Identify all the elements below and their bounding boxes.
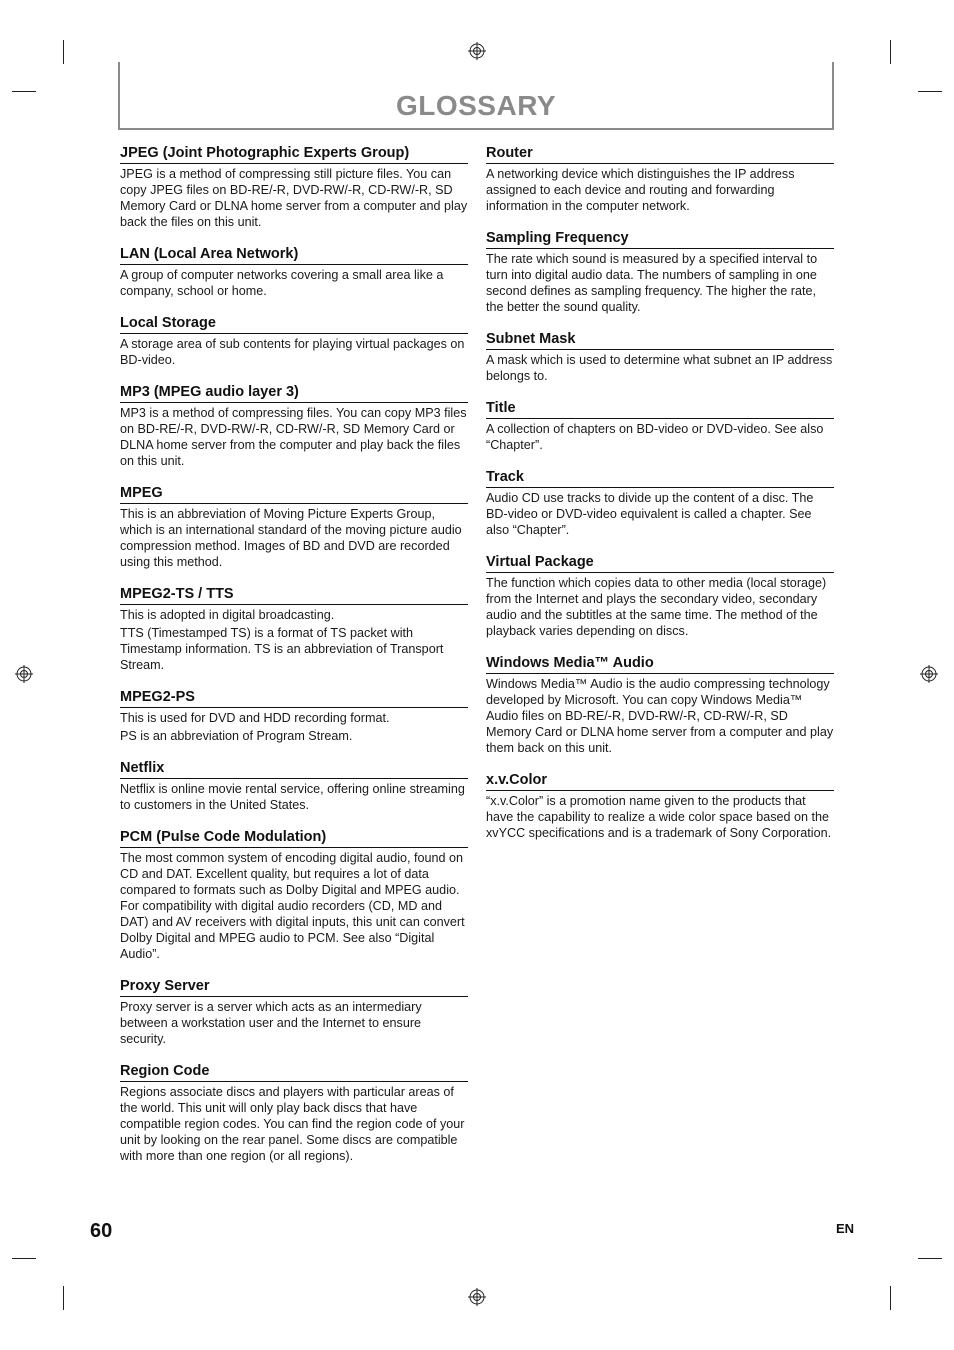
glossary-term: Sampling Frequency [486, 230, 834, 249]
glossary-entry [486, 331, 834, 384]
glossary-definition [486, 575, 834, 639]
definition-paragraph: Proxy server is a server which acts as an intermediary between a workstation user and the Internet to ensure security. [120, 1000, 422, 1046]
crop-mark [918, 91, 942, 92]
glossary-definition [486, 676, 834, 756]
definition-paragraph: Audio CD use tracks to divide up the content of a disc. The BD-video or DVD-video equivalent is called a chapter. See also “Chapter”. [486, 491, 814, 537]
crop-mark [12, 91, 36, 92]
registration-mark-icon [15, 665, 33, 683]
definition-paragraph: PS is an abbreviation of Program Stream. [120, 729, 353, 743]
glossary-entry [120, 485, 468, 570]
glossary-definition [486, 793, 834, 841]
glossary-entry [120, 829, 468, 962]
glossary-entry [486, 145, 834, 214]
definition-paragraph: MP3 is a method of compressing files. You can copy MP3 files on BD-RE/-R, DVD-RW/-R, CD-RW/-R, SD Memory Card or DLNA home server from the computer and play back the files on this unit. [120, 406, 467, 468]
definition-paragraph: “x.v.Color” is a promotion name given to the products that have the capability to realize a wide color space based on the xvYCC specifications and is a trademark of Sony Corporation. [486, 794, 832, 840]
definition-paragraph: The function which copies data to other media (local storage) from the Internet and plays the secondary video, secondary audio and the subtitles at the same time. The method of the playback varies depending on discs. [486, 576, 827, 638]
definition-paragraph: Netflix is online movie rental service, offering online streaming to customers in the United States. [120, 782, 465, 812]
definition-paragraph: A storage area of sub contents for playing virtual packages on BD-video. [120, 337, 465, 367]
glossary-definition [486, 166, 834, 214]
crop-mark [63, 1286, 64, 1310]
glossary-entry [120, 760, 468, 813]
glossary-term: MPEG2-PS [120, 689, 468, 708]
glossary-term: x.v.Color [486, 772, 834, 791]
definition-paragraph: A mask which is used to determine what subnet an IP address belongs to. [486, 353, 833, 383]
glossary-entry [120, 978, 468, 1047]
glossary-entry [120, 315, 468, 368]
glossary-definition [486, 490, 834, 538]
glossary-term: MPEG [120, 485, 468, 504]
glossary-definition [120, 405, 468, 469]
glossary-definition [120, 999, 468, 1047]
glossary-definition [120, 166, 468, 230]
glossary-term: MP3 (MPEG audio layer 3) [120, 384, 468, 403]
glossary-entry [120, 586, 468, 673]
crop-mark [63, 40, 64, 64]
page-number: 60 [90, 1220, 113, 1242]
glossary-right-column [486, 145, 834, 857]
definition-paragraph: A group of computer networks covering a small area like a company, school or home. [120, 268, 444, 298]
glossary-term: Track [486, 469, 834, 488]
glossary-term: Region Code [120, 1063, 468, 1082]
glossary-term: Local Storage [120, 315, 468, 334]
definition-paragraph: Windows Media™ Audio is the audio compressing technology developed by Microsoft. You can copy Windows Media™ Audio files on BD-RE/-R, DVD-RW/-R, CD-RW/-R, SD Memory Card or DLNA home server from a computer and play them back on this unit. [486, 677, 834, 755]
glossary-entry [486, 772, 834, 841]
glossary-entry [486, 400, 834, 453]
glossary-definition [120, 850, 468, 962]
glossary-definition [120, 336, 468, 368]
definition-paragraph: A collection of chapters on BD-video or DVD-video. See also “Chapter”. [486, 422, 824, 452]
glossary-term: MPEG2-TS / TTS [120, 586, 468, 605]
glossary-term: Subnet Mask [486, 331, 834, 350]
title-frame [118, 62, 834, 130]
glossary-definition [486, 421, 834, 453]
definition-paragraph: This is used for DVD and HDD recording format. [120, 711, 390, 725]
glossary-term: JPEG (Joint Photographic Experts Group) [120, 145, 468, 164]
glossary-term: Title [486, 400, 834, 419]
glossary-term: PCM (Pulse Code Modulation) [120, 829, 468, 848]
glossary-definition [120, 710, 468, 744]
definition-paragraph: JPEG is a method of compressing still picture files. You can copy JPEG files on BD-RE/-R, DVD-RW/-R, CD-RW/-R, SD Memory Card or DLNA home server from a computer and play back the files on this unit. [120, 167, 468, 229]
glossary-term: Virtual Package [486, 554, 834, 573]
glossary-definition [120, 506, 468, 570]
page-title: GLOSSARY [395, 90, 557, 121]
crop-mark [890, 40, 891, 64]
registration-mark-icon [468, 1288, 486, 1306]
glossary-entry [486, 554, 834, 639]
definition-paragraph: The most common system of encoding digital audio, found on CD and DAT. Excellent quality, but requires a lot of data compared to formats such as Dolby Digital and MPEG audio. For compatibility with digital audio recorders (CD, MD and DAT) and AV receivers with digital inputs, this unit can convert Dolby Digital and MPEG audio to PCM. See also “Digital Audio”. [120, 851, 465, 961]
glossary-term: LAN (Local Area Network) [120, 246, 468, 265]
registration-mark-icon [920, 665, 938, 683]
crop-mark [890, 1286, 891, 1310]
definition-paragraph: A networking device which distinguishes the IP address assigned to each device and routing and forwarding information in the computer network. [486, 167, 795, 213]
language-label: EN [836, 1221, 855, 1236]
glossary-term: Router [486, 145, 834, 164]
definition-paragraph: This is adopted in digital broadcasting. [120, 608, 335, 622]
glossary-term: Netflix [120, 760, 468, 779]
glossary-definition [120, 267, 468, 299]
glossary-definition [120, 607, 468, 673]
glossary-entry [120, 246, 468, 299]
glossary-entry [486, 655, 834, 756]
glossary-left-column [120, 145, 468, 1180]
glossary-entry [120, 384, 468, 469]
glossary-entry [486, 230, 834, 315]
crop-mark [12, 1258, 36, 1259]
definition-paragraph: This is an abbreviation of Moving Picture Experts Group, which is an international standard of the moving picture audio compression method. Images of BD and DVD are recorded using this method. [120, 507, 462, 569]
definition-paragraph: TTS (Timestamped TS) is a format of TS packet with Timestamp information. TS is an abbreviation of Transport Stream. [120, 626, 444, 672]
glossary-entry [120, 145, 468, 230]
glossary-definition [486, 352, 834, 384]
glossary-definition [120, 1084, 468, 1164]
glossary-entry [120, 689, 468, 744]
crop-mark [918, 1258, 942, 1259]
glossary-definition [120, 781, 468, 813]
glossary-term: Windows Media™ Audio [486, 655, 834, 674]
glossary-definition [486, 251, 834, 315]
glossary-entry [486, 469, 834, 538]
registration-mark-icon [468, 42, 486, 60]
glossary-term: Proxy Server [120, 978, 468, 997]
glossary-entry [120, 1063, 468, 1164]
definition-paragraph: Regions associate discs and players with particular areas of the world. This unit will only play back discs that have compatible region codes. You can find the region code of your unit by looking on the rear panel. Some discs are compatible with more than one region (or all regions). [120, 1085, 465, 1163]
definition-paragraph: The rate which sound is measured by a specified interval to turn into digital audio data. The numbers of sampling in one second defines as sampling frequency. The higher the rate, the better the sound quality. [486, 252, 818, 314]
